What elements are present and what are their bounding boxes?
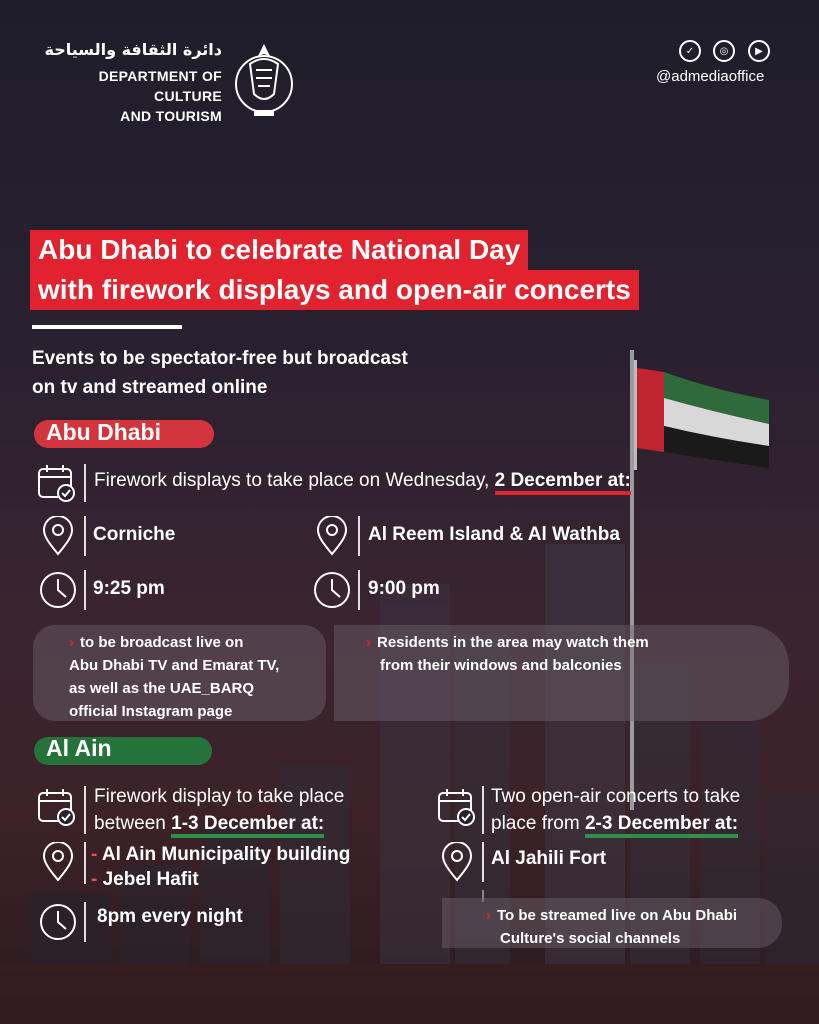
streaming-note: › To be streamed live on Abu Dhabi Culture's social channels bbox=[442, 898, 782, 948]
english-department-name: DEPARTMENT OF CULTURE AND TOURISM bbox=[98, 68, 222, 124]
clock-icon bbox=[312, 570, 352, 610]
calendar-icon bbox=[36, 462, 76, 502]
al-ain-firework-dates: Firework display to take place between 1-3 December at: bbox=[94, 783, 344, 837]
al-ain-firework-locations: - Al Ain Municipality building - Jebel Hafit bbox=[91, 844, 351, 890]
corniche-location: Corniche bbox=[93, 524, 176, 545]
abu-dhabi-date-text: Firework displays to take place on Wednesday, 2 December at: bbox=[94, 470, 631, 492]
youtube-icon[interactable]: ▶ bbox=[748, 40, 770, 62]
social-handle[interactable]: @admediaoffice bbox=[656, 68, 765, 85]
title-divider bbox=[32, 325, 182, 329]
al-ain-firework-time: 8pm every night bbox=[97, 906, 243, 927]
headline-line-1: Abu Dhabi to celebrate National Day bbox=[30, 230, 528, 270]
reem-wathba-location: Al Reem Island & Al Wathba bbox=[368, 524, 620, 545]
al-jahili-fort-location: Al Jahili Fort bbox=[491, 848, 607, 869]
broadcast-note: › to be broadcast live on Abu Dhabi TV and Emarat TV, as well as the UAE_BARQ official Instagram page bbox=[33, 625, 326, 721]
corniche-time: 9:25 pm bbox=[93, 578, 165, 599]
calendar-icon bbox=[436, 786, 476, 826]
divider-line bbox=[358, 516, 360, 556]
calendar-icon bbox=[36, 786, 76, 826]
divider-line bbox=[358, 570, 360, 610]
divider-line bbox=[84, 570, 86, 610]
divider-line bbox=[84, 516, 86, 556]
arabic-department-name: دائرة الثقافة والسياحة bbox=[44, 40, 222, 59]
divider-line bbox=[482, 786, 484, 834]
residents-note: › Residents in the area may watch them from their windows and balconies bbox=[334, 625, 789, 721]
divider-line bbox=[482, 842, 484, 882]
flag-pole bbox=[630, 350, 634, 810]
subtitle: Events to be spectator-free but broadcast on tv and streamed online bbox=[32, 348, 408, 398]
al-ain-section-label: Al Ain bbox=[46, 735, 112, 761]
location-pin-icon bbox=[38, 516, 78, 556]
twitter-icon[interactable]: ✓ bbox=[679, 40, 701, 62]
uae-flag bbox=[634, 360, 774, 470]
location-pin-icon bbox=[312, 516, 352, 556]
location-pin-icon bbox=[437, 842, 477, 882]
divider-line bbox=[84, 902, 86, 942]
instagram-icon[interactable]: ◎ bbox=[713, 40, 735, 62]
abu-dhabi-section-label: Abu Dhabi bbox=[46, 419, 161, 445]
al-ain-concert-dates: Two open-air concerts to take place from 2-3 December at: bbox=[491, 783, 740, 837]
divider-line bbox=[84, 786, 86, 834]
clock-icon bbox=[38, 902, 78, 942]
location-pin-icon bbox=[38, 842, 78, 882]
reem-wathba-time: 9:00 pm bbox=[368, 578, 440, 599]
clock-icon bbox=[38, 570, 78, 610]
divider-line bbox=[84, 464, 86, 502]
falcon-emblem-icon bbox=[232, 34, 296, 122]
divider-line bbox=[84, 842, 86, 884]
headline-line-2: with firework displays and open-air concerts bbox=[30, 270, 639, 310]
